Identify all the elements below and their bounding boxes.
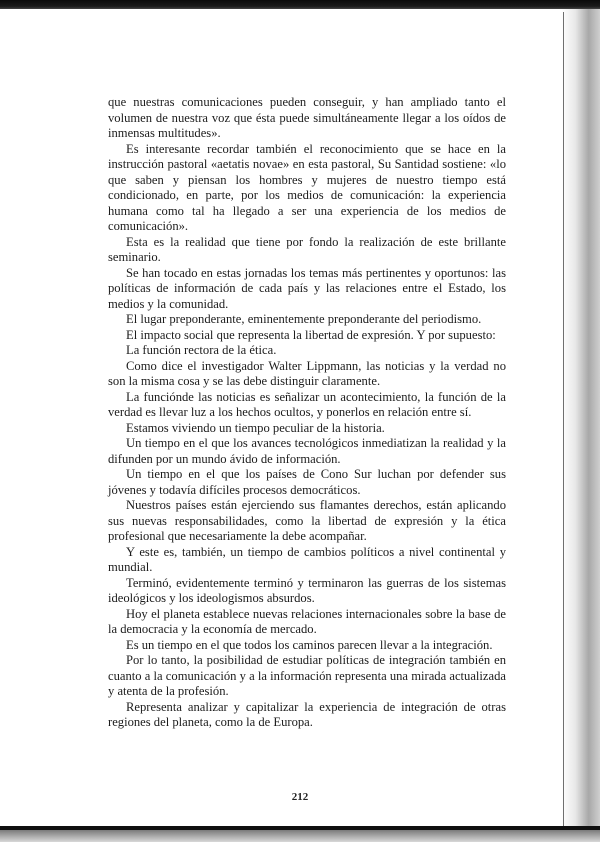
paragraph: Nuestros países están ejerciendo sus flamantes derechos, están aplicando sus nuevas responsabilidades, como la libertad de expresión y la ética profesional que necesariamente la debe acompañar. <box>108 498 506 543</box>
paragraph: La función rectora de la ética. <box>126 343 277 357</box>
paragraph: La funciónde las noticias es señalizar un acontecimiento, la función de la verdad es llevar luz a los hechos ocultos, y ponerlos en relación entre sí. <box>108 389 506 419</box>
page-number: 212 <box>291 791 309 803</box>
paragraph: Se han tocado en estas jornadas los temas más pertinentes y oportunos: las políticas de información de cada país y las relaciones entre el Estado, los medios y la comunidad. <box>108 265 506 311</box>
paragraph: El lugar preponderante, eminentemente preponderante del periodismo. <box>126 312 482 326</box>
paragraph: Como dice el investigador Walter Lippmann, las noticias y la verdad no son la misma cosa y se las debe distinguir claramente. <box>108 358 506 388</box>
paragraph: Terminó, evidentemente terminó y terminaron las guerras de los sistemas ideológicos y los ideologismos absurdos. <box>108 575 506 605</box>
paragraph: Representa analizar y capitalizar la experiencia de integración de otras regiones del planeta, como la de Europa. <box>108 699 506 729</box>
scan-bottom-shadow <box>0 830 600 842</box>
paragraph: Y este es, también, un tiempo de cambios políticos a nivel continental y mundial. <box>108 544 506 574</box>
scan-right-edge <box>562 9 600 839</box>
paragraph: Un tiempo en el que los países de Cono Sur luchan por defender sus jóvenes y todavía difíciles procesos democráticos. <box>108 467 506 497</box>
paragraph: Es interesante recordar también el reconocimiento que se hace en la instrucción pastoral «aetatis novae» en esta pastoral, Su Santidad sostiene: «lo que saben y piensan los hombres y mujeres de nuestro tiempo está condicionado, en parte, por los medios de comunicación: la experiencia humana como tal ha llegado a ser una experiencia de los medios de comunicación». <box>108 141 506 233</box>
paragraph: Es un tiempo en el que todos los caminos parecen llevar a la integración. <box>126 637 493 652</box>
paragraph: que nuestras comunicaciones pueden conseguir, y han ampliado tanto el volumen de nuestra voz que ésta puede simultáneamente llegar a los oídos de inmensas multitudes». <box>108 95 506 140</box>
paragraph: Un tiempo en el que los avances tecnológicos inmediatizan la realidad y la difunden por un mundo ávido de información. <box>108 436 506 466</box>
paragraph: Esta es la realidad que tiene por fondo la realización de este brillante seminario. <box>108 234 506 264</box>
scan-top-border <box>0 0 600 9</box>
paragraph: El impacto social que representa la libertad de expresión. Y por supuesto: <box>126 327 496 342</box>
paragraph: Hoy el planeta establece nuevas relaciones internacionales sobre la base de la democracia y la economía de mercado. <box>108 606 506 636</box>
paragraph: Por lo tanto, la posibilidad de estudiar políticas de integración también en cuanto a la comunicación y a la información representa una mirada actualizada y atenta de la profesión. <box>108 653 506 698</box>
body-text <box>108 95 506 731</box>
paragraph: Estamos viviendo un tiempo peculiar de la historia. <box>126 420 385 435</box>
scan-binding-line <box>563 12 564 832</box>
